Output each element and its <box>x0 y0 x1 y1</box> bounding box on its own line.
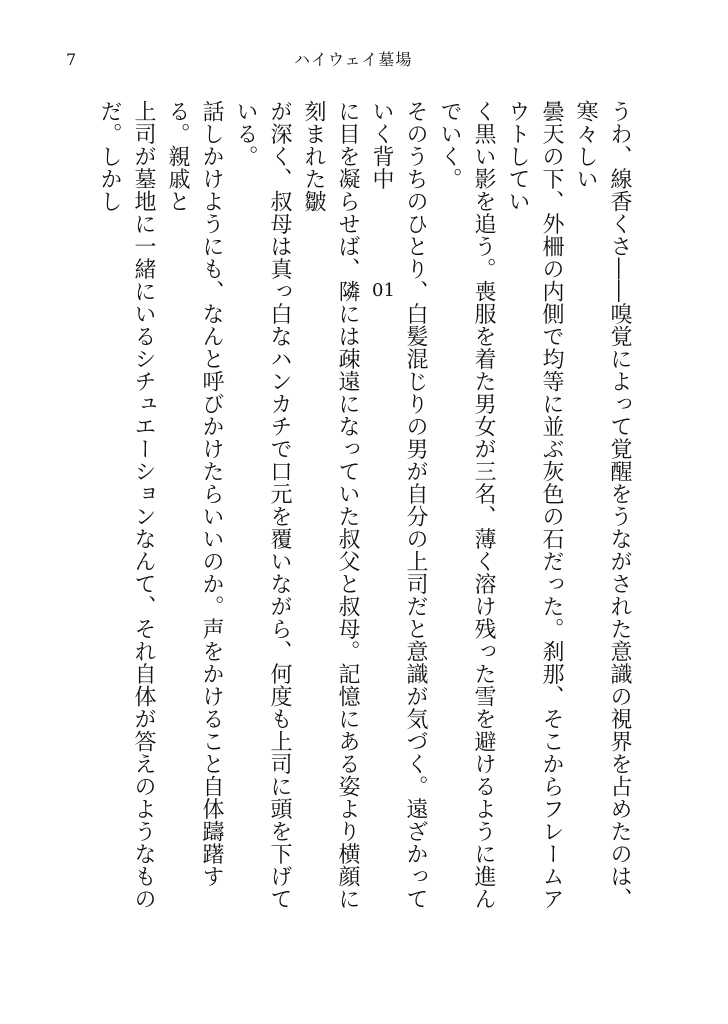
body-text <box>92 100 636 920</box>
body-line: く黒い影を追う。喪服を着た男女が三名、薄く溶け残った雪を避けるように進んでいく。 <box>437 100 496 910</box>
body-line: が深く、叔母は真っ白なハンカチで口元を覆いながら、何度も上司に頭を下げている。 <box>233 100 292 910</box>
running-title: ハイウェイ墓場 <box>294 50 413 69</box>
body-line: うわ、線香くさ――嗅覚によって覚醒をうながされた意識の視界を占めたのは、寒々しい <box>573 100 632 910</box>
page-number: 7 <box>66 50 77 69</box>
chapter-number: 01 <box>372 280 395 301</box>
body-line: 話しかけようにも、なんと呼びかけたらいいのか。声をかけること自体躊躇する。親戚と <box>165 100 224 888</box>
body-line: に目を凝らせば、隣には疎遠になっていた叔父と叔母。記憶にある姿より横顔に刻まれた皺 <box>301 100 360 910</box>
body-line: 上司が墓地に一緒にいるシチュエーションなんて、それ自体が答えのようなものだ。しかし <box>97 100 156 910</box>
body-line: 曇天の下、外柵の内側で均等に並ぶ灰色の石だった。刹那、そこからフレームアウトしてい <box>505 100 564 910</box>
body-line: そのうちのひとり、白髪混じりの男が自分の上司だと意識が気づく。遠ざかっていく背中 <box>369 100 428 910</box>
